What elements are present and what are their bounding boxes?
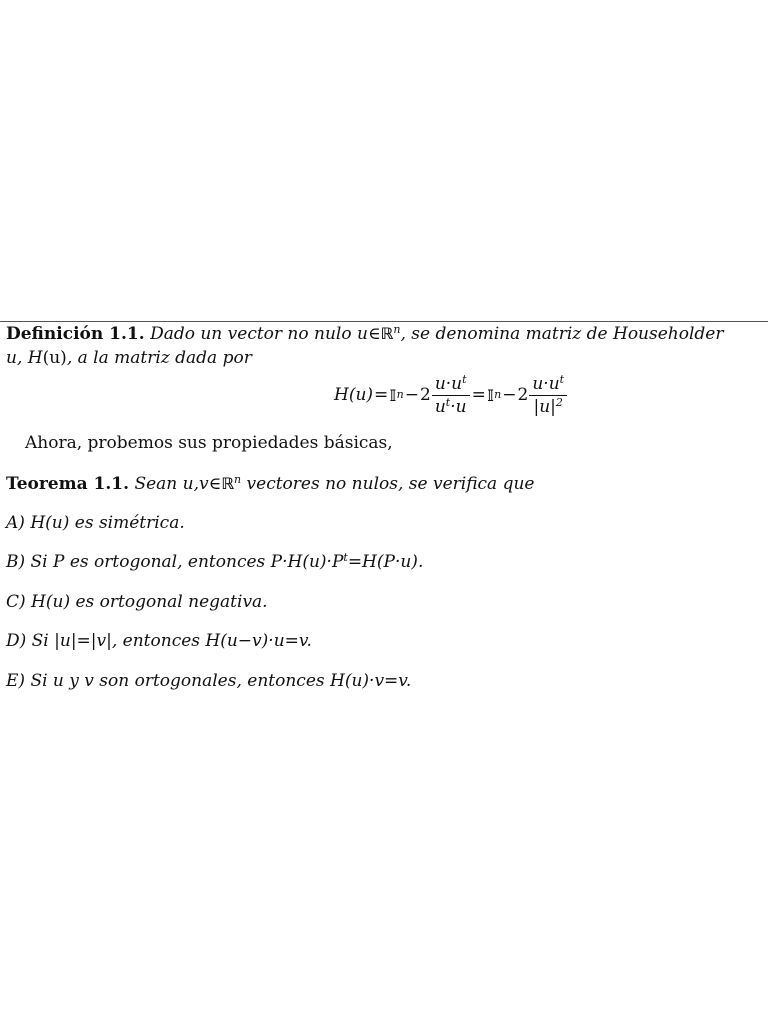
fraction-1-denominator: $u^t\cdot u$ xyxy=(434,395,467,417)
fraction-2-numerator: $u\cdot u^t$ xyxy=(529,374,567,396)
formula-two-2: 2 xyxy=(517,385,529,405)
definition-line-2: u, H(u), a la matriz dada por xyxy=(6,348,252,368)
formula-minus-1: − xyxy=(404,385,419,405)
item-d: D) Si |u|=|v|, entonces H(u−v)·u=v. xyxy=(6,631,312,651)
element-of-symbol: ∈ xyxy=(367,324,381,344)
formula-lhs: H(u) xyxy=(334,385,374,405)
top-rule xyxy=(0,321,768,322)
definition-text-a: Dado un vector no nulo xyxy=(150,324,357,344)
item-a: A) H(u) es simétrica. xyxy=(6,513,185,533)
theorem-label: Teorema 1.1. xyxy=(6,474,130,494)
definition-u: u xyxy=(357,324,368,344)
theorem-line xyxy=(6,473,535,495)
item-e: E) Si u y v son ortogonales, entonces H(u)·v=v. xyxy=(6,671,412,691)
theorem-n: n xyxy=(234,473,242,486)
definition-text-b: , se denomina matriz de Householder xyxy=(400,324,724,344)
real-numbers-symbol: ℝ xyxy=(380,324,394,343)
formula-eq-2: = xyxy=(471,385,486,405)
definition-line-1 xyxy=(6,323,723,345)
identity-symbol-2: 𝕀 xyxy=(486,385,495,405)
formula-two-1: 2 xyxy=(420,385,431,405)
definition-line2-paren-u: (u) xyxy=(42,348,67,368)
formula-minus-2: − xyxy=(502,385,517,405)
formula-fraction-1 xyxy=(432,374,470,417)
identity-symbol-1: 𝕀 xyxy=(389,385,397,405)
theorem-text: Sean u,v xyxy=(134,474,209,494)
definition-line2-rest: , a la matriz dada por xyxy=(66,348,252,368)
theorem-element-of: ∈ xyxy=(208,474,222,494)
intro-paragraph: Ahora, probemos sus propiedades básicas, xyxy=(25,433,393,453)
theorem-text-rest: vectores no nulos, se verifica que xyxy=(241,474,535,494)
definition-n: n xyxy=(393,323,401,336)
definition-line2-u: u xyxy=(6,348,17,368)
fraction-2-denominator: $|u|^2$ xyxy=(533,395,563,417)
definition-label: Definición 1.1. xyxy=(6,324,145,344)
theorem-real-numbers: ℝ xyxy=(221,474,235,493)
formula-fraction-2 xyxy=(529,374,567,417)
item-c: C) H(u) es ortogonal negativa. xyxy=(6,592,268,612)
item-b: B) Si P es ortogonal, entonces $P\cdot H(u)\cdot P^t=H(P\cdot u)$. xyxy=(6,551,424,572)
householder-formula: H(u) = 𝕀 n − 2 $\frac{u\cdot u^t}{u^t\cdot u}$ = 𝕀 n − 2 $\frac{u\cdot u^t}{|u|^2}$ xyxy=(334,369,568,421)
fraction-1-numerator: $u\cdot u^t$ xyxy=(432,374,470,396)
definition-line2-H: H xyxy=(27,348,43,368)
formula-eq-1: = xyxy=(374,385,389,405)
